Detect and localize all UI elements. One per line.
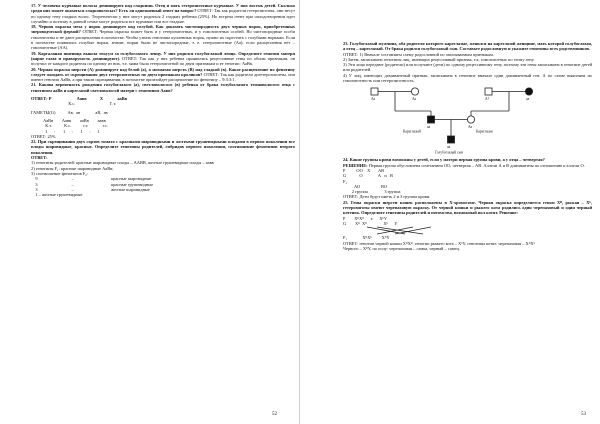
q21-result: ОТВЕТ: 25%: [31, 133, 56, 139]
q21-gametes: Ав, ав аВ, ав: [67, 109, 108, 115]
q19-answer: ОТВЕТ: Так как у них ребенка проявились рецессивные гены по обоим признакам, он получил от каждого родителя по одному из них, т.е. мама была гетерозиготной по двум признакам и ее генотип: АаВв.: [31, 55, 296, 67]
q22-ratio-3: 3 – желтые шаровидные: [35, 186, 150, 192]
pedigree-label-g1-f2: аа: [526, 97, 530, 102]
pedigree-female-g1-2-affected: [525, 88, 532, 95]
pedigree-caption-g2-f: Кареглазая: [476, 129, 493, 134]
q25-f-genotypes: XᴮXᵇ XᴮY: [362, 235, 390, 241]
pedigree-male-g2-affected: [428, 116, 435, 123]
q19-question: 19. Каргаланая пшеница вышла токуум за голубоглазого ленцу. У них родился голубоглазый ленцо. Определите генотип матери (карие глаза и праворукость доминируют).: [31, 50, 295, 61]
q21-question: 21. Какова вероятность рождения голубоглазого (а), светловолосого (в) ребенка от брака голубоглазого темноволосого отца с генотипом ааВв и кареглазой светловолосой матери с генотипом Аавв?: [31, 82, 295, 93]
q24-solution-label: РЕШЕНИЕ:: [343, 162, 368, 168]
q24-f-groups: 2 группа 3 группа: [351, 189, 401, 195]
q21-f1-row2: К.т. К.с. г.т. г.с.: [45, 123, 109, 129]
q24-question: 24. Какие группы крови возможны у детей, если у матери первая группа крови, а у отца – четвертая?: [343, 157, 545, 163]
q24-f-label: F₁: [343, 178, 347, 184]
q21-f1-row1: АаВв Аавв ааВв аавв: [43, 117, 106, 123]
q21-p-male: ааВв: [117, 96, 128, 102]
q21-f1-row3: 1 : 1 : 1 : 1: [45, 128, 100, 134]
pedigree-caption-g3: Голубоглазый сын: [435, 150, 463, 155]
q25-f-label: F₁: [343, 235, 347, 241]
right-page: [300, 0, 600, 424]
right-page-number: 53: [581, 412, 586, 417]
q18: [31, 24, 295, 50]
q18-answer: ОТВЕТ: Черная окраска может быть и у гетерозиготных, и у гомозиготных особей. Но чистопородные особи гомозиготны и не дают расщепления в потомстве. Чтобы узнать генотипы купленных норок, нужно их скрестить с голубыми норками. Если в потомстве появились голубые норки, значит, норки были не чистопородные, т. е. гетерозиготные (Аа); если расщепления нет – гомозиготные (АА).: [31, 29, 295, 51]
pedigree-label-g2-m: аа: [427, 125, 431, 130]
pedigree-female-g2: [467, 116, 474, 123]
q25-cross-lines: [343, 226, 543, 235]
q17-question: 17. У человека курчавые волосы доминируют над гладкими. Отец и мать гетерозиготные курчавые. У них восемь детей. Сколько среди них может оказаться гладковолосых? Есть ли однозначный ответ на вопрос?: [31, 3, 295, 14]
pedigree-caption-g2-m: Кареглазый: [403, 129, 421, 134]
q24-f-genotypes: АО ВО: [353, 183, 388, 189]
q20-question: 20. Черная окраска шерсти (А) доминирует над белой (а), а мохнатая шерсть (В) над гладкой (в). Какое расщепление по фенотипу следует ожидать от скрещивания двух гетерозиготных по двум признакам кроликов?: [31, 66, 295, 77]
q21-solution: [31, 96, 295, 139]
pedigree-label-g1-m2: А?: [485, 97, 490, 102]
q22-ratio-1: 9 – красные шаровидные: [35, 176, 152, 182]
q25-g-row: G Xᴮ Xᴮ Xᵇ Y: [343, 220, 398, 226]
q23-question: 23. Голубоглазый мужчина, оба родителя которого кареглазые, женился на кареглазой женщине, мать которой голубоглазая, а отец – кареглазый. От брака родился голубоглазый сын. Составьте родословную и укажите генотипы всех родственников.: [343, 41, 592, 52]
q17: [31, 3, 295, 24]
q24-answer: ОТВЕТ: Дети будут иметь 2 и 3 группы крови.: [343, 194, 431, 200]
pedigree-male-g1-2: [485, 88, 492, 95]
pedigree-son-affected: [448, 136, 455, 143]
q22-ratio-2: 3 – красные грушевидные: [35, 181, 154, 187]
q23-answer-4: 4) У лиц, имеющих доминантный признак, записываем в генотипе вначале один доминантный ген. А по схеме выясняем их гомозиготность или гетерозиготность.: [343, 72, 592, 84]
q22-ratio-4: 1 – желтые грушевидные: [35, 192, 83, 198]
pedigree-label-g1-m1: Аа: [371, 97, 376, 102]
pedigree-label-g3: аа: [447, 145, 451, 150]
q25-question: 25. Гены окраски шерсти кошек расположены в X-хромосоме. Черная окраска определяется геном Xᴮ, рыжая – Xᵇ, гетерозиготы имеют черепаховую окраску. От черной кошки и рыжего кота родились один черепаховый и один черный котенок. Определите генотипы родителей и потомства, возможный пол котят. Решение:: [343, 199, 592, 216]
q18-question: 18. Черная окраска меха у норок доминирует над голубой. Как доказать чистопородность двух черных норок, приобретенных звероводческой фермой?: [31, 24, 295, 35]
q21-p-female-ph: К.с.: [68, 101, 76, 107]
q23-answer-2: 2) Затем, записываем генотипы лиц, имеющих рецессивный признак, т.к. гомозиготных по этому гену.: [343, 56, 535, 62]
q22-item-3: 3) соотношение фенотипов F₂:: [31, 170, 89, 176]
q17-answer: ОТВЕТ: Так как родители гетерозиготны, они несут по одному гену гладких волос. Теоретически у них могут родиться 2 гладких ребенка (25%). Но встреча генет при оплодотворении идет случайно и поэтому в данной семье могут родиться все курчавые или все гладкие.: [31, 8, 295, 24]
q24-g-row: G О А и В: [343, 173, 393, 179]
q22-item-1: 1) генотипы родителей: красные шаровидные плоды – ААВВ, желтые грушевидные плоды – аавв: [31, 160, 214, 166]
q22-ratio-list: [31, 176, 295, 197]
q21-gametes-label: ГАМЕТЫ(G): [31, 109, 56, 115]
q24-solution-text: Первая группа обусловлена сочетанием ОО, четвертая – АВ. Аллели А и В доминантны по отношению к аллели О.: [368, 162, 585, 168]
pedigree-female-g1-1: [411, 88, 418, 95]
q22-item-2: 2) генотипы F₁: красные шаровидные АаВв;: [31, 165, 114, 171]
q23-answer-1: ОТВЕТ: 1) Вначале составляем схему родословной по описываемым признакам.: [343, 51, 494, 57]
q21-p-female: Аавв: [76, 96, 87, 102]
q25-answer-1: ОТВЕТ: генотип черной кошки XᴮXᴮ, генотип рыжего кота – XᵇY, генотипы котят: черепаховая – XᴮXᵇ: [343, 240, 535, 246]
q19: [31, 51, 295, 67]
q25-p-row: Р XᴮXᴮ х XᵇY: [343, 215, 388, 221]
q21-answer-label: ОТВЕТ: Р: [31, 96, 52, 102]
q21-cross: Х: [99, 96, 104, 102]
pedigree-diagram: [343, 85, 588, 155]
q22-question: 22. При скрещивании двух сортов томата с красными шаровидными и желтыми грушевидными плодами в первом поколении все плоды шаровидные, красные. Определите генотипы родителей, гибридов первого поколения, соотношение фенотипов второго поколения.: [31, 139, 295, 155]
left-page-number: 52: [272, 412, 277, 417]
q20-answer: ОТВЕТ: Так как родители дигетерозиготны, они имеют генотип АаВв, а при таком скрещивании, в потомстве произойдет расщепление по фенотипу – 9:3:3:1.: [31, 71, 295, 83]
q21-p-male-ph: Г. т.: [109, 101, 117, 107]
q24-p-row: Р ОО Х АВ: [343, 167, 385, 173]
pedigree-male-g1-1: [371, 88, 378, 95]
q20: [31, 67, 295, 83]
pedigree-label-g1-f1: Аа: [412, 97, 417, 102]
q25-answer-2: Черного – XᴮY, по полу: черепаховая – самка, черный – самец.: [343, 245, 460, 251]
q23-answer-3: 3) Эти лица передают (родители) или получают (дети) по одному рецессивному гену, поэтому эти гены записываем в генотипе детей или родителей.: [343, 62, 592, 73]
q22-answer-label: ОТВЕТ:: [31, 155, 48, 161]
pedigree-label-g2-f: Аа: [468, 125, 473, 130]
